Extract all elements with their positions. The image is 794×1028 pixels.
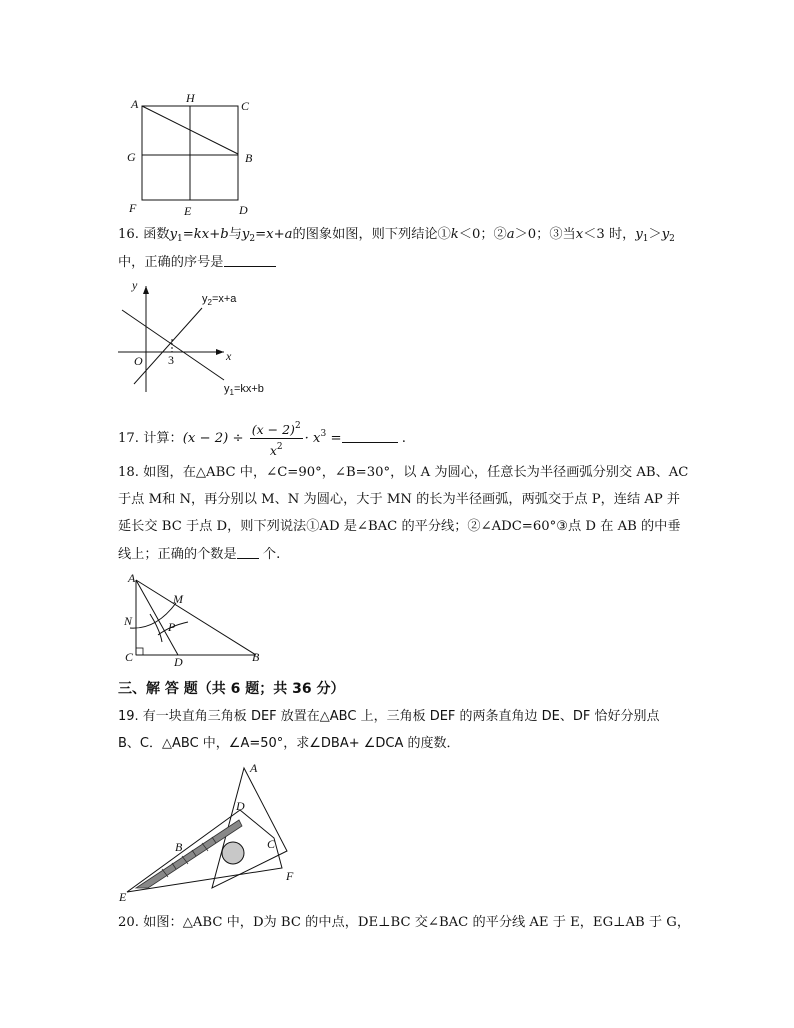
linear-graph [112, 280, 292, 400]
q18-line3: 延长交 BC 于点 D，则下列说法①AD 是∠BAC 的平分线；②∠ADC=60°③点 D 在 AB 的中垂 [118, 519, 681, 534]
triangle-bisector-figure [118, 570, 278, 672]
label-P: P [168, 620, 176, 634]
q17-fraction: $\frac{(x - 2)^2}{x^2}$ [250, 418, 303, 459]
label-C: C [125, 650, 134, 664]
answer-blank[interactable] [342, 428, 398, 443]
label-A: A [128, 571, 136, 585]
q19-line1: 19. 有一块直角三角板 DEF 放置在△ABC 上，三角板 DEF 的两条直角边 DE、DF 恰好分别点 [118, 709, 660, 724]
label-B: B [252, 650, 260, 664]
graph-x-label: x [226, 349, 232, 363]
q19-line2: B、C．△ABC 中，∠A=50°，求∠DBA+ ∠DCA 的度数． [118, 736, 460, 751]
graph-line-y1: $y_1=kx+b$ [224, 383, 264, 397]
graph-y-label: y [132, 280, 138, 292]
label-D: D [236, 799, 245, 813]
graph-origin: O [134, 354, 143, 368]
q18-line2: 于点 M和 N，再分别以 M、N 为圆心，大于 MN 的长为半径画弧，两弧交于点 P，连结 AP 并 [118, 492, 681, 507]
label-F: F [286, 869, 294, 883]
label-M: M [173, 592, 183, 606]
answer-blank[interactable] [237, 544, 259, 559]
graph-line-y2: $y_2=x+a$ [202, 293, 237, 307]
q16-line2: 中，正确的序号是 [118, 252, 276, 273]
label-C: C [241, 99, 250, 113]
label-B: B [175, 840, 183, 854]
answer-blank[interactable] [224, 252, 276, 267]
q17-line: 17. 计算：(x − 2) ÷ $\frac{(x - 2)^2}{x^2}$ · $x^3$ = . [118, 416, 406, 452]
q16-line1: 16. 函数$y_1=kx+b$与$y_2=x+a$的图象如图，则下列结论①k＜0；②a＞0；③当x＜3 时，$y_1>y_2$ [118, 227, 675, 244]
graph-tick: 3 [168, 353, 174, 367]
label-N: N [124, 614, 133, 628]
label-C: C [267, 837, 276, 851]
label-G: G [127, 150, 136, 164]
label-F: F [129, 201, 137, 215]
q18-line4: 线上；正确的个数是 个. [118, 544, 280, 565]
label-B: B [245, 151, 253, 165]
label-D: D [174, 655, 183, 669]
section-heading: 三、解 答 题（共 6 题；共 36 分） [118, 681, 345, 697]
label-E: E [119, 890, 127, 904]
square-figure [120, 88, 270, 222]
q18-line1: 18. 如图，在△ABC 中，∠C=90°，∠B=30°，以 A 为圆心，任意长为半径画弧分别交 AB、AC [118, 465, 689, 480]
label-E: E [184, 204, 192, 218]
label-H: H [186, 91, 195, 105]
label-A: A [250, 761, 258, 775]
label-D: D [239, 203, 248, 217]
q20-line1: 20. 如图：△ABC 中，D为 BC 的中点，DE⊥BC 交∠BAC 的平分线 AE 于 E，EG⊥AB 于 G， [118, 915, 691, 930]
label-A: A [131, 97, 139, 111]
set-square-figure [112, 758, 312, 908]
